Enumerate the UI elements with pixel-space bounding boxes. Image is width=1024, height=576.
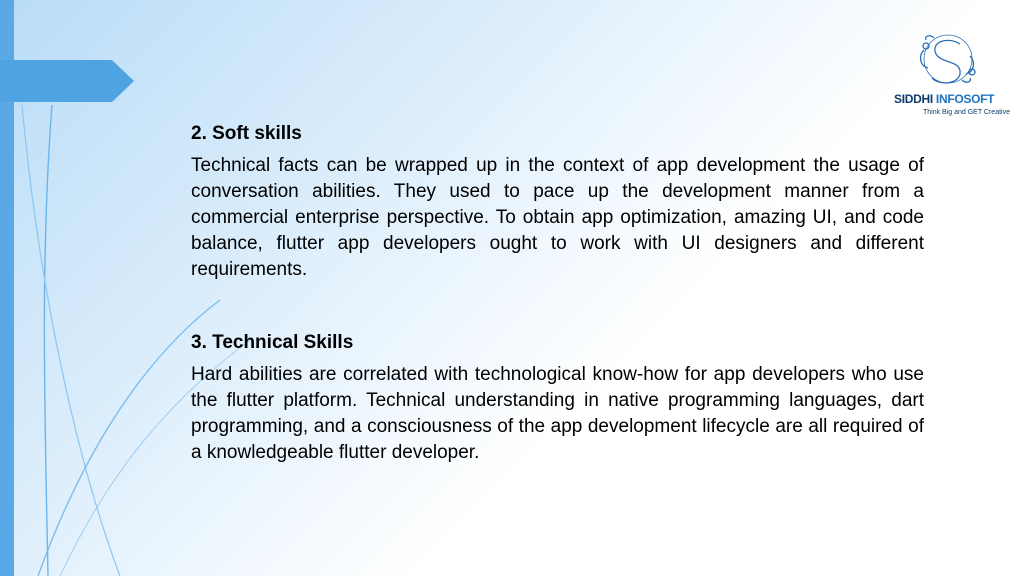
logo-tagline: Think Big and GET Creative [922, 109, 1010, 116]
section-body-technical-skills: Hard abilities are correlated with technological know-how for app developers who use the flutter platform. Technical understanding in native programming languages, dart programming, and a consciousness of the app development lifecycle are all required of a knowledgeable flutter developer. [191, 364, 924, 463]
logo-name-part1: SIDDHI [894, 92, 933, 106]
section-heading-technical-skills: 3. Technical Skills [191, 332, 354, 353]
section-body-soft-skills: Technical facts can be wrapped up in the context of app development the usage of conversation abilities. They used to pace up the development manner from a commercial enterprise perspective. To obtain app optimization, amazing UI, and code balance, flutter app developers ought to work with UI designers and different requirements. [191, 155, 924, 280]
main-content [191, 122, 924, 466]
arrow-banner-icon [0, 60, 134, 102]
logo-name-part2: INFOSOFT [935, 92, 995, 106]
logo-wordmark [894, 92, 1010, 106]
section-heading-soft-skills: 2. Soft skills [191, 123, 302, 144]
